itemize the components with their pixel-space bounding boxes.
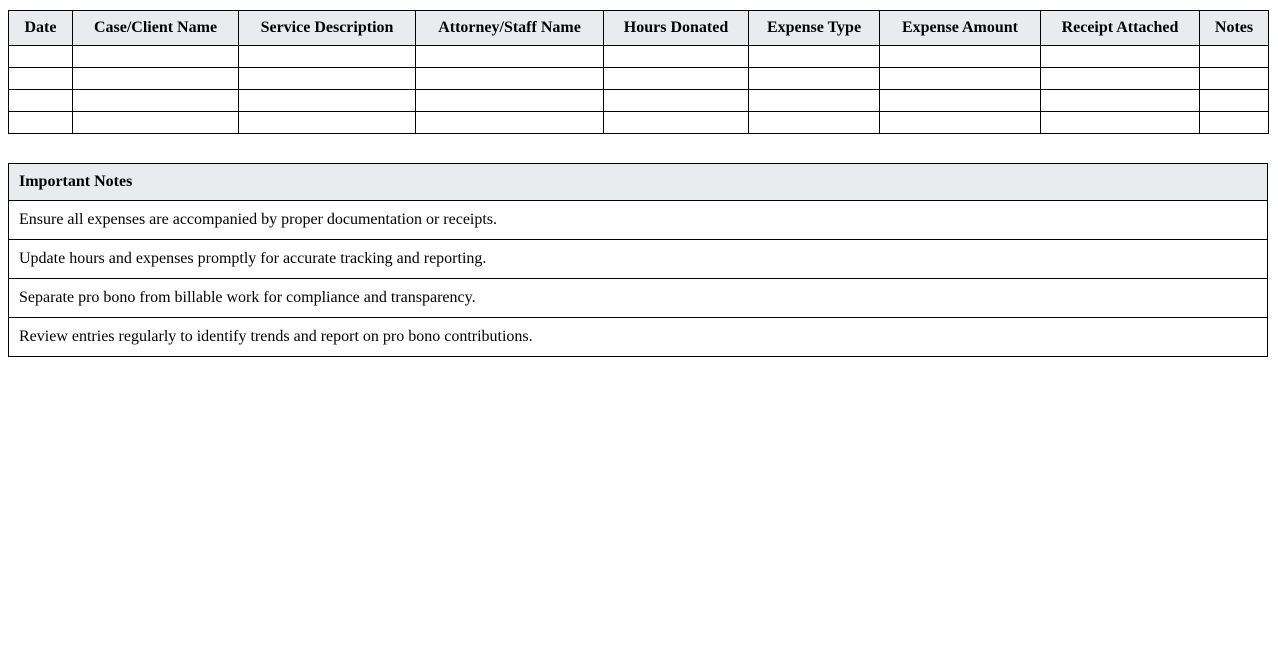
tracking-empty-cell (9, 112, 73, 134)
tracking-header-row (9, 11, 1269, 46)
tracking-empty-row (9, 112, 1269, 134)
column-header-expense-amount: Expense Amount (880, 11, 1041, 46)
note-text: Review entries regularly to identify trends and report on pro bono contributions. (9, 318, 1268, 357)
tracking-empty-cell (416, 112, 604, 134)
tracking-empty-cell (880, 68, 1041, 90)
note-row (9, 240, 1268, 279)
tracking-empty-cell (880, 46, 1041, 68)
notes-section-title: Important Notes (9, 164, 1268, 201)
tracking-empty-cell (1041, 46, 1200, 68)
pro-bono-tracking-table (8, 10, 1269, 134)
tracking-empty-cell (73, 112, 239, 134)
column-header-case-client-name: Case/Client Name (73, 11, 239, 46)
tracking-empty-cell (880, 90, 1041, 112)
note-row (9, 318, 1268, 357)
tracking-empty-cell (239, 68, 416, 90)
tracking-empty-row (9, 46, 1269, 68)
tracking-empty-row (9, 68, 1269, 90)
column-header-receipt-attached: Receipt Attached (1041, 11, 1200, 46)
note-text: Separate pro bono from billable work for compliance and transparency. (9, 279, 1268, 318)
tracking-empty-cell (749, 68, 880, 90)
column-header-hours-donated: Hours Donated (604, 11, 749, 46)
tracking-empty-cell (416, 68, 604, 90)
column-header-date: Date (9, 11, 73, 46)
tracking-empty-cell (749, 90, 880, 112)
tracking-empty-cell (604, 46, 749, 68)
tracking-empty-cell (73, 46, 239, 68)
note-text: Ensure all expenses are accompanied by proper documentation or receipts. (9, 201, 1268, 240)
tracking-empty-cell (416, 90, 604, 112)
tracking-empty-cell (73, 68, 239, 90)
column-header-attorney-staff-name: Attorney/Staff Name (416, 11, 604, 46)
notes-header-row (9, 164, 1268, 201)
tracking-table-body (9, 46, 1269, 134)
tracking-empty-cell (604, 68, 749, 90)
tracking-empty-cell (1041, 112, 1200, 134)
tracking-empty-cell (1200, 68, 1269, 90)
tracking-empty-row (9, 90, 1269, 112)
tracking-empty-cell (1041, 68, 1200, 90)
note-row (9, 201, 1268, 240)
tracking-empty-cell (1041, 90, 1200, 112)
tracking-empty-cell (239, 112, 416, 134)
tracking-empty-cell (1200, 112, 1269, 134)
tracking-empty-cell (9, 90, 73, 112)
column-header-notes: Notes (1200, 11, 1269, 46)
tracking-empty-cell (1200, 90, 1269, 112)
tracking-empty-cell (73, 90, 239, 112)
column-header-service-description: Service Description (239, 11, 416, 46)
tracking-empty-cell (9, 46, 73, 68)
tracking-empty-cell (749, 46, 880, 68)
tracking-empty-cell (239, 46, 416, 68)
tracking-empty-cell (9, 68, 73, 90)
note-text: Update hours and expenses promptly for accurate tracking and reporting. (9, 240, 1268, 279)
tracking-empty-cell (416, 46, 604, 68)
tracking-empty-cell (1200, 46, 1269, 68)
tracking-empty-cell (604, 112, 749, 134)
note-row (9, 279, 1268, 318)
tracking-empty-cell (604, 90, 749, 112)
important-notes-table (8, 163, 1268, 357)
tracking-empty-cell (880, 112, 1041, 134)
column-header-expense-type: Expense Type (749, 11, 880, 46)
tracking-empty-cell (239, 90, 416, 112)
tracking-empty-cell (749, 112, 880, 134)
